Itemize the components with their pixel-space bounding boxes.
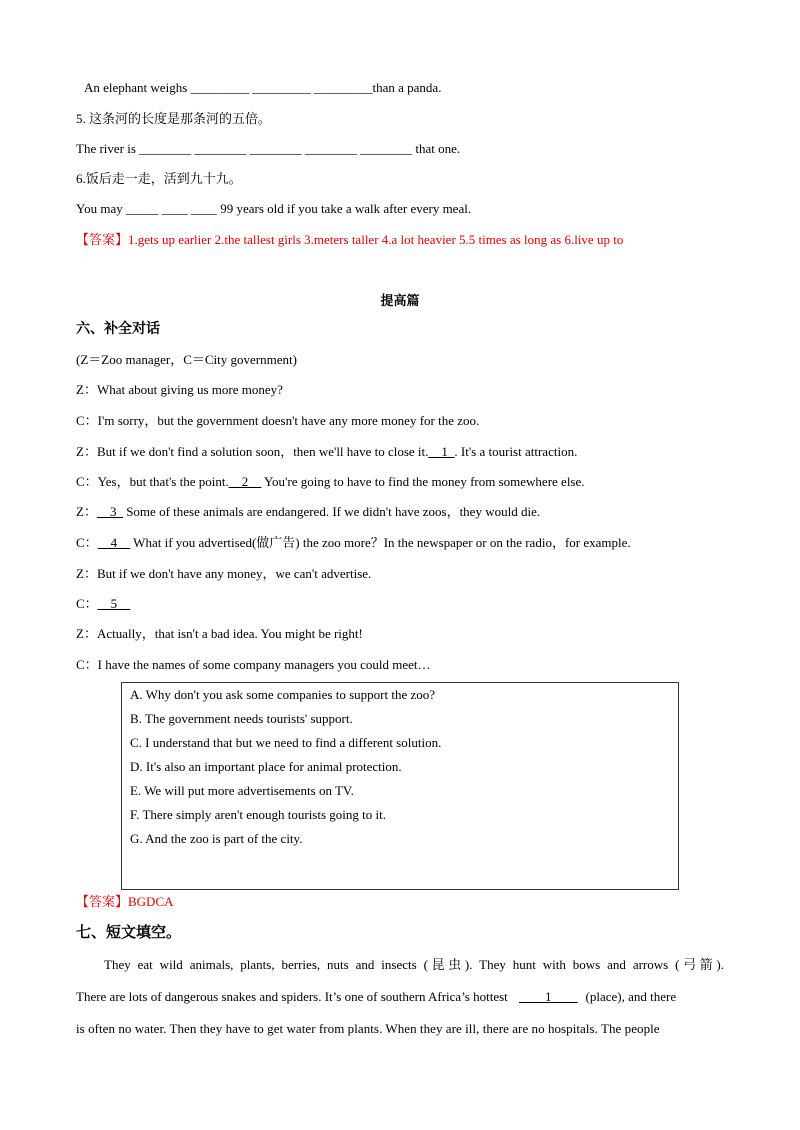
section-title: 提高篇 — [380, 293, 420, 308]
dialog-line-8 — [76, 595, 130, 613]
option-g: G. And the zoo is part of the city. — [130, 831, 303, 846]
dialog-line-3 — [76, 443, 577, 461]
passage-text: There are lots of dangerous snakes and spiders. It’s one of southern Africa’s hottest — [76, 989, 508, 1004]
dialog-text: C： — [76, 596, 98, 611]
dialog-roles: (Z＝Zoo manager，C＝City government) — [76, 352, 297, 367]
dialog-line-1 — [76, 381, 283, 399]
blank-4[interactable]: __4__ — [97, 535, 131, 550]
dialog-text: . It's a tourist attraction. — [454, 444, 578, 459]
q6-chinese-prompt: 6.饭后走一走，活到九十九。 — [76, 171, 242, 186]
dialog-line-2 — [76, 412, 479, 430]
dialog-line-5 — [76, 503, 540, 521]
q4-english-line: An elephant weighs _________ _________ _________than a panda. — [84, 80, 442, 95]
dialog-text: C：I have the names of some company managers you could meet… — [76, 657, 431, 672]
q5-chinese-prompt: 5. 这条河的长度是那条河的五倍。 — [76, 111, 272, 126]
dialog-text: Z：Actually，that isn't a bad idea. You might be right! — [76, 626, 363, 641]
option-c: C. I understand that but we need to find a different solution. — [130, 735, 442, 750]
dialog-text: Z：But if we don't have any money，we can't advertise. — [76, 566, 372, 581]
dialog-text: C：I'm sorry，but the government doesn't have any more money for the zoo. — [76, 413, 480, 428]
dialog-line-10 — [76, 656, 431, 674]
passage-line-3: is often no water. Then they have to get water from plants. When they are ill, there are no hospitals. The people — [76, 1021, 660, 1036]
dialog-text: What if you advertised(做广告) the zoo more？In the newspaper or on the radio，for example. — [130, 535, 631, 550]
answer-key-dialog: 【答案】BGDCA — [76, 894, 174, 909]
dialog-line-4 — [76, 473, 585, 491]
dialog-heading: 六、补全对话 — [76, 322, 160, 337]
answer-key-part5: 【答案】1.gets up earlier 2.the tallest girls 3.meters taller 4.a lot heavier 5.5 times as long as 6.live up to — [76, 232, 624, 247]
blank-5[interactable]: __5__ — [97, 596, 131, 611]
dialog-text: You're going to have to find the money from somewhere else. — [261, 474, 585, 489]
option-d: D. It's also an important place for animal protection. — [130, 759, 402, 774]
option-b: B. The government needs tourists' support. — [130, 711, 353, 726]
dialog-text: C：Yes，but that's the point. — [76, 474, 229, 489]
blank-3[interactable]: __3_ — [96, 504, 123, 519]
dialog-text: Z： — [76, 504, 97, 519]
option-f: F. There simply aren't enough tourists going to it. — [130, 807, 386, 822]
option-a: A. Why don't you ask some companies to support the zoo? — [130, 687, 436, 702]
option-e: E. We will put more advertisements on TV. — [130, 783, 354, 798]
dialog-text: Some of these animals are endangered. If we didn't have zoos，they would die. — [122, 504, 541, 519]
dialog-text: C： — [76, 535, 98, 550]
passage-blank-1[interactable]: ____1____ — [519, 989, 578, 1004]
q6-english-line: You may _____ ____ ____ 99 years old if you take a walk after every meal. — [76, 201, 472, 216]
dialog-line-9 — [76, 625, 363, 643]
blank-1[interactable]: __1_ — [428, 444, 455, 459]
dialog-text: Z：What about giving us more money? — [76, 382, 283, 397]
options-box — [121, 682, 679, 890]
q5-english-line: The river is ________ ________ ________ ________ ________ that one. — [76, 141, 461, 156]
passage-line-1: They eat wild animals, plants, berries, nuts and insects (昆虫). They hunt with bows and arrows (弓箭). — [104, 957, 724, 972]
blank-2[interactable]: __2__ — [228, 474, 262, 489]
dialog-text: Z：But if we don't find a solution soon，then we'll have to close it. — [76, 444, 429, 459]
dialog-line-7 — [76, 565, 371, 583]
passage-heading: 七、短文填空。 — [76, 925, 182, 941]
passage-line-2 — [76, 988, 724, 1006]
passage-text: (place), and there — [585, 989, 677, 1004]
dialog-line-6 — [76, 534, 631, 552]
